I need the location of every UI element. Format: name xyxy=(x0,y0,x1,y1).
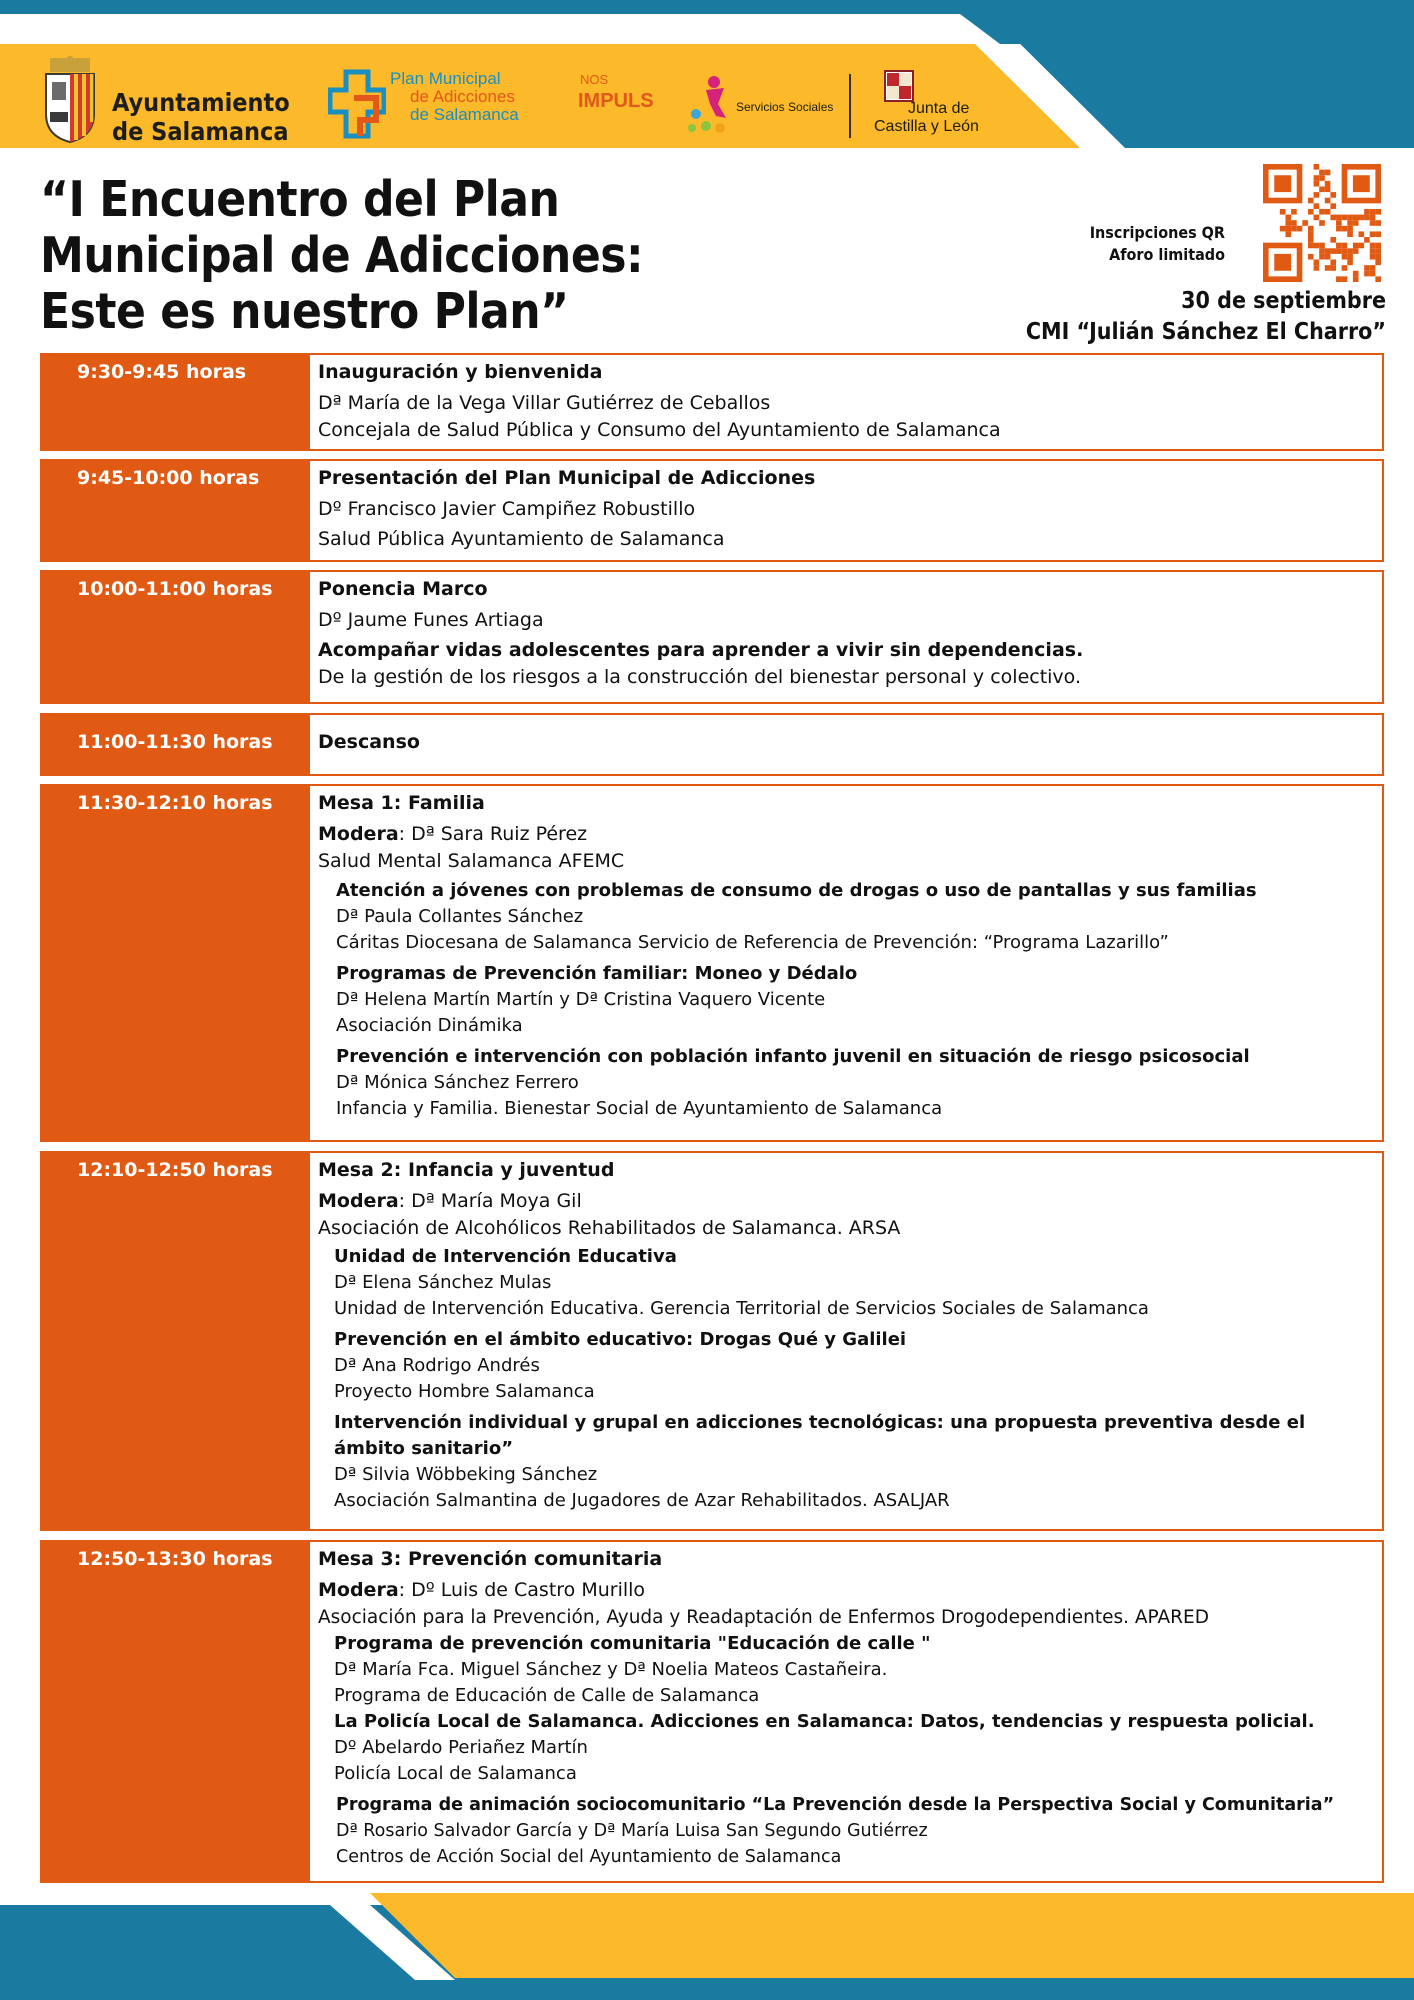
ayuntamiento-line-2: de Salamanca xyxy=(112,117,289,146)
schedule-time: 9:30-9:45 horas xyxy=(42,355,310,449)
registration-qr-label: Inscripciones QR xyxy=(1089,223,1225,242)
talk-title: Programa de prevención comunitaria "Educación de calle " xyxy=(334,1633,931,1654)
talk-speaker: Dª Mónica Sánchez Ferrero xyxy=(336,1072,579,1093)
session-title: Presentación del Plan Municipal de Adicciones xyxy=(318,467,816,489)
schedule-row xyxy=(40,713,1384,776)
junta-line-1: Junta de xyxy=(908,100,970,117)
talk-title: Atención a jóvenes con problemas de consumo de drogas o uso de pantallas y sus familias xyxy=(336,880,1257,901)
session-title: Descanso xyxy=(318,731,420,753)
moderator xyxy=(318,1188,1376,1215)
talk xyxy=(318,1044,1376,1122)
qr-code-icon[interactable] xyxy=(1263,164,1381,282)
speaker: Dº Jaume Funes Artiaga xyxy=(318,609,544,631)
schedule-content xyxy=(318,576,1376,691)
talk-speaker: Dº Abelardo Periañez Martín xyxy=(334,1737,588,1758)
moderator-label: Modera xyxy=(318,823,399,845)
moderator-org: Asociación de Alcohólicos Rehabilitados de Salamanca. ARSA xyxy=(318,1217,901,1239)
footer-band-yellow xyxy=(370,1893,1414,1978)
talk-speaker: Dª Silvia Wöbbeking Sánchez xyxy=(334,1464,598,1485)
event-venue: CMI “Julián Sánchez El Charro” xyxy=(1025,319,1386,345)
talk-org: Asociación Dinámika xyxy=(336,1015,523,1036)
plan-logo-line-2: de Adicciones xyxy=(410,87,515,106)
talk-speaker: Dª Helena Martín Martín y Dª Cristina Vaquero Vicente xyxy=(336,989,826,1010)
title-line-1: “I Encuentro del Plan xyxy=(40,171,560,228)
nos-label: NOS xyxy=(580,72,609,87)
talk-title: Unidad de Intervención Educativa xyxy=(334,1246,677,1267)
talk-subtitle: De la gestión de los riesgos a la construcción del bienestar personal y colectivo. xyxy=(318,666,1082,688)
talk-org: Centros de Acción Social del Ayuntamiento de Salamanca xyxy=(336,1847,842,1867)
event-info xyxy=(1026,286,1386,348)
schedule-content xyxy=(318,465,1376,553)
talk-org: Policía Local de Salamanca xyxy=(334,1763,577,1784)
title-line-2: Municipal de Adicciones: xyxy=(40,227,644,284)
schedule-row xyxy=(40,353,1384,451)
session-title: Mesa 2: Infancia y juventud xyxy=(318,1159,615,1181)
moderator-label: Modera xyxy=(318,1579,399,1601)
speaker-role: Concejala de Salud Pública y Consumo del Ayuntamiento de Salamanca xyxy=(318,419,1001,441)
schedule-row xyxy=(40,1151,1384,1531)
talk xyxy=(318,1709,1378,1787)
servicios-sociales-icon xyxy=(686,74,736,138)
talk-org: Infancia y Familia. Bienestar Social de Ayuntamiento de Salamanca xyxy=(336,1098,943,1119)
event-date: 30 de septiembre xyxy=(1181,288,1386,314)
talk-speaker: Dª Ana Rodrigo Andrés xyxy=(334,1355,540,1376)
talk-title: Acompañar vidas adolescentes para aprender a vivir sin dependencias. xyxy=(318,639,1084,661)
talk-org: Programa de Educación de Calle de Salamanca xyxy=(334,1685,760,1706)
capacity-label: Aforo limitado xyxy=(1109,245,1225,264)
schedule-row xyxy=(40,570,1384,704)
title-line-3: Este es nuestro Plan” xyxy=(40,283,569,340)
schedule-row xyxy=(40,459,1384,562)
talk-org: Unidad de Intervención Educativa. Gerencia Territorial de Servicios Sociales de Salamanca xyxy=(334,1298,1149,1319)
schedule-time: 10:00-11:00 horas xyxy=(42,572,310,702)
schedule-time: 11:30-12:10 horas xyxy=(42,786,310,1140)
plan-logo-text xyxy=(390,70,519,124)
header-band-white xyxy=(0,14,1000,44)
speaker: Dª María de la Vega Villar Gutiérrez de Ceballos xyxy=(318,392,771,414)
session-title: Inauguración y bienvenida xyxy=(318,361,603,383)
talk-speaker: Dª María Fca. Miguel Sánchez y Dª Noelia Mateos Castañeira. xyxy=(334,1659,888,1680)
moderator-name: : Dª María Moya Gil xyxy=(398,1190,582,1212)
servicios-sociales-label: Servicios Sociales xyxy=(736,100,834,114)
moderator-org: Asociación para la Prevención, Ayuda y Readaptación de Enfermos Drogodependientes. APARED xyxy=(318,1607,1209,1628)
talk xyxy=(318,961,1376,1039)
moderator xyxy=(318,821,1376,848)
schedule-time: 12:50-13:30 horas xyxy=(42,1542,310,1881)
talk xyxy=(318,1244,1376,1322)
talk xyxy=(318,1410,1376,1514)
talk xyxy=(318,1792,1378,1870)
plan-cross-icon xyxy=(328,68,386,140)
talk-title: Programa de animación sociocomunitario “La Prevención desde la Perspectiva Social y Comunitaria” xyxy=(336,1795,1335,1815)
moderator-name: : Dª Sara Ruiz Pérez xyxy=(398,823,588,845)
schedule-content xyxy=(318,1157,1376,1514)
talk-speaker: Dª Paula Collantes Sánchez xyxy=(336,906,584,927)
talk-title: Intervención individual y grupal en adicciones tecnológicas: una propuesta preventiva desde el ámbito sanitario” xyxy=(334,1412,1306,1459)
speaker-role: Salud Pública Ayuntamiento de Salamanca xyxy=(318,528,725,550)
registration-info xyxy=(1060,222,1225,266)
schedule-content xyxy=(318,1546,1378,1870)
moderator-name: : Dº Luis de Castro Murillo xyxy=(398,1579,646,1601)
talk-title: La Policía Local de Salamanca. Adicciones en Salamanca: Datos, tendencias y respuesta policial. xyxy=(334,1711,1315,1732)
schedule-time: 9:45-10:00 horas xyxy=(42,461,310,560)
talk-title: Programas de Prevención familiar: Moneo y Dédalo xyxy=(336,963,858,984)
talk-speaker: Dª Rosario Salvador García y Dª María Luisa San Segundo Gutiérrez xyxy=(336,1821,928,1841)
plan-logo-line-3: de Salamanca xyxy=(410,105,519,124)
schedule-content xyxy=(318,729,1376,756)
schedule-content xyxy=(318,790,1376,1122)
talk-org: Asociación Salmantina de Jugadores de Azar Rehabilitados. ASALJAR xyxy=(334,1490,950,1511)
junta-label xyxy=(874,100,979,136)
talk xyxy=(318,1327,1376,1405)
ayuntamiento-crest-icon xyxy=(40,56,100,144)
junta-line-2: Castilla y León xyxy=(874,118,979,135)
moderator-org: Salud Mental Salamanca AFEMC xyxy=(318,850,625,872)
talk-title: Prevención en el ámbito educativo: Drogas Qué y Galilei xyxy=(334,1329,907,1350)
talk-title: Prevención e intervención con población infanto juvenil en situación de riesgo psicosocial xyxy=(336,1046,1250,1067)
talk xyxy=(318,1631,1378,1709)
moderator xyxy=(318,1577,1378,1604)
ayuntamiento-line-1: Ayuntamiento xyxy=(112,88,290,117)
moderator-label: Modera xyxy=(318,1190,399,1212)
impuls-label: IMPULS xyxy=(578,90,654,112)
schedule-content xyxy=(318,359,1376,444)
talk-org: Proyecto Hombre Salamanca xyxy=(334,1381,595,1402)
talk-speaker: Dª Elena Sánchez Mulas xyxy=(334,1272,552,1293)
speaker: Dº Francisco Javier Campiñez Robustillo xyxy=(318,498,696,520)
ayuntamiento-name xyxy=(112,88,290,146)
schedule-row xyxy=(40,784,1384,1142)
schedule-time: 12:10-12:50 horas xyxy=(42,1153,310,1529)
session-title: Mesa 3: Prevención comunitaria xyxy=(318,1548,663,1570)
page-title xyxy=(40,172,643,340)
schedule-time: 11:00-11:30 horas xyxy=(42,715,310,774)
session-title: Ponencia Marco xyxy=(318,578,488,600)
header-divider xyxy=(849,74,851,138)
junta-crest-icon xyxy=(884,70,914,102)
plan-logo-line-1: Plan Municipal xyxy=(390,69,501,88)
talk-org: Cáritas Diocesana de Salamanca Servicio de Referencia de Prevención: “Programa Lazarillo” xyxy=(336,932,1169,953)
talk xyxy=(318,878,1376,956)
schedule-row xyxy=(40,1540,1384,1883)
session-title: Mesa 1: Familia xyxy=(318,792,485,814)
